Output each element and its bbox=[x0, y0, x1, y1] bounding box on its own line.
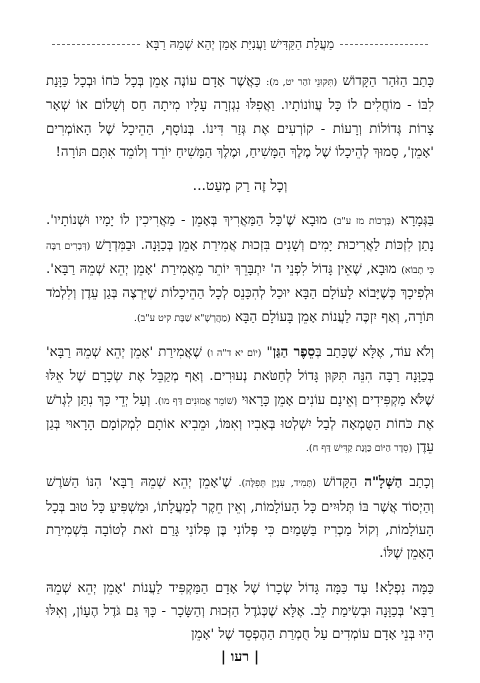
source-citation: (בְּרָכוֹת מז ע"ב) bbox=[333, 216, 395, 228]
paragraph-gemara-lead: בַּגְּמָרָא bbox=[400, 213, 434, 229]
book-title: סֵפֶר הַגַּן bbox=[272, 343, 316, 360]
source-citation: (תִּקּוּנֵי זֹהַר יט, מ): bbox=[266, 77, 338, 88]
paragraph-zohar-lead: כָּתַב הַזֹּהַר הַקָּדוֹשׁ bbox=[342, 74, 434, 89]
source-citation: (יוֹם יא ד"ה ו) bbox=[206, 347, 262, 359]
paragraph-sefer-hagan-body: שֶׁאֲמִירַת 'אָמֵן יְהֵא שְׁמֵהּ רַבָּא' בְּכַוָּנָה רַבָּה הִנֵּה תִּקּוּן גָּדוֹל לְחַטֹּאת נְעוּרִים. וְאַף מְקַבֵּל אֶת שְׂכָרָם שֶׁל אֵלּוּ שֶׁלֹּא מַקְפִּידִים וְאֵינָם עוֹנִים אָמֵן כָּרָאוּי bbox=[46, 344, 434, 408]
paragraph-conclusion bbox=[46, 577, 434, 647]
author-name: הַשְּׁלָ"ה bbox=[364, 474, 403, 491]
paragraph-zohar-body: כַּאֲשֶׁר אָדָם עוֹנֶה אָמֵן בְּכָל כֹּחוֹ וּבְכָל כַּוָּנַת לִבּוֹ - מוֹחֲלִים לוֹ כָּל עֲווֹנוֹתָיו. וַאֲפִלּוּ נִגְזְרָה עָלָיו מִיתָה חַס וְשָׁלוֹם אוֹ שְׁאָר צָרוֹת גְּדוֹלוֹת וְרָעוֹת - קוֹרְעִים אֶת גְּזַר דִּינוֹ. בְּנוֹסָף, הַהֵיכָל שֶׁל הָאוֹמְרִים 'אָמֵן', סָמוּךְ לְהֵיכָלוֹ שֶׁל מֶלֶךְ הַמָּשִׁיחַ, וּמֶלֶךְ הַמָּשִׁיחַ יוֹרֵד וְלוֹמֵד אִתָּם תּוֹרָה! bbox=[46, 74, 434, 160]
paragraph-shelah-lead-2: הַקָּדוֹשׁ bbox=[323, 475, 365, 491]
header-rule-right bbox=[340, 44, 428, 45]
paragraph-gemara-body: מוּבָא שֶׁ'כָּל הַמַּאֲרִיךְ בְּאָמֵן - מַאֲרִיכִין לוֹ יָמָיו וּשְׁנוֹתָיו'. נָתַן לִזְכּוֹת לַאֲרִיכוּת יָמִים וְשָׁנִים בִּזְכוּת אֲמִירַת אָמֵן בְּכַוָּנָה. וּבַמִּדְרָשׁ bbox=[46, 213, 434, 253]
subheading-text: וְכָל זֶה רַק מְעַט... bbox=[192, 178, 288, 195]
page-header bbox=[46, 36, 434, 52]
page-number-text: | רעו | bbox=[220, 649, 260, 665]
paragraph-shelah-body: שֶׁ'אָמֵן יְהֵא שְׁמֵהּ רַבָּא' הִנּוֹ הַשֹּׁרֶשׁ וְהַיְסוֹד אֲשֶׁר בּוֹ תְּלוּיִים כָּל הָעוֹלָמוֹת, וְאֵין חֵקֶר לְמַעֲלָתוֹ, וּמַשְׁפִּיעַ כָּל טוּב בְּכָל הָעוֹלָמוֹת, וְקוֹל מַכְרִיז בַּשָּׁמַיִם כִּי פְּלוֹנִי בֶּן פְּלוֹנִי גָּרַם זֹאת לְטוֹבָה בִּשְׁמִירַת הָאָמֵן שֶׁלּוֹ. bbox=[46, 475, 434, 562]
source-citation: (תָּמִיד, עִנְיַן תְּפִלָּה). bbox=[238, 478, 316, 490]
header-title: מַעֲלַת הַקַּדִּישׁ וַעֲנִיַּת אָמֵן יְהֵא שְׁמֵהּ רַבָּא bbox=[145, 36, 335, 51]
paragraph-zohar bbox=[46, 70, 434, 164]
paragraph-sefer-hagan bbox=[46, 341, 434, 460]
paragraph-sefer-hagan-body-2: וְעַל יְדֵי כָּךְ נִתַּן לִגְרֹשׁ אֶת כֹּחוֹת הַטֻּמְאָה לְבַל יִשְׁלְטוּ בְּאָבִיו וְאִמּוֹ, וּמֵבִיא אוֹתָם לִמְקוֹמָם הָרָאוּי בְּגַן עֵדֶן bbox=[46, 392, 434, 456]
paragraph-gemara-body-2: מוּבָא, שֶׁאֵין גָּדוֹל לִפְנֵי ה' יִתְבָּרֵךְ יוֹתֵר מֵאֲמִירַת 'אָמֵן יְהֵא שְׁמֵהּ רַבָּא'. וּלְפִיכָךְ כְּשֶׁיָּבוֹא לָעוֹלָם הַבָּא יוּכַל לְהִכָּנֵס לְכָל הַהֵיכָלוֹת שֶׁיִּרְצֶה בְּגַן עֵדֶן וְלִלְמֹד תּוֹרָה, וְאַף יִזְכֶּה לַעֲנוֹת אָמֵן בָּעוֹלָם הַבָּא bbox=[46, 262, 434, 325]
source-citation: (מַהֲרְשָׁ"א שַׁבָּת קיט ע"ב). bbox=[133, 312, 231, 324]
source-citation: (שׁוֹמֵר אֱמוּנִים דַּף מו). bbox=[154, 395, 238, 407]
paragraph-subheading bbox=[46, 175, 434, 198]
paragraph-shelah-lead: וְכָתַב bbox=[402, 475, 434, 491]
paragraph-shelah bbox=[46, 471, 434, 565]
source-citation: (סֵדֶר הַיּוֹם כַּוָּנַת קַדִּישׁ דַּף ח). bbox=[305, 443, 413, 455]
paragraph-gemara bbox=[46, 209, 434, 329]
header-rule-left bbox=[52, 44, 140, 45]
paragraph-conclusion-body: כַּמָּה נִפְלָא! עַד כַּמָּה גָּדוֹל שְׂכָרוֹ שֶׁל אָדָם הַמַּקְפִּיד לַעֲנוֹת 'אָמֵן יְהֵא שְׁמֵהּ רַבָּא' בְּכַוָּנָה וּבְשִׂימַת לֵב. אֶלָּא שֶׁכְּגֹדֶל הַזְּכוּת וְהַשָּׂכָר - כָּךְ גַּם גֹּדֶל הֶעָוֹן, וְאִלּוּ הָיוּ בְּנֵי אָדָם עוֹמְדִים עַל חֻמְרַת הַהֶפְסֵד שֶׁל 'אָמֵן bbox=[46, 580, 434, 643]
page-number bbox=[0, 649, 480, 666]
source-citation: (דְּבָרִים רַבָּה כִּי תָבוֹא) bbox=[46, 240, 434, 277]
paragraph-sefer-hagan-lead: וְלֹא עוֹד, אֶלָּא שֶׁכָּתַב בְּ bbox=[315, 344, 434, 360]
book-title-mark: " bbox=[266, 344, 273, 360]
